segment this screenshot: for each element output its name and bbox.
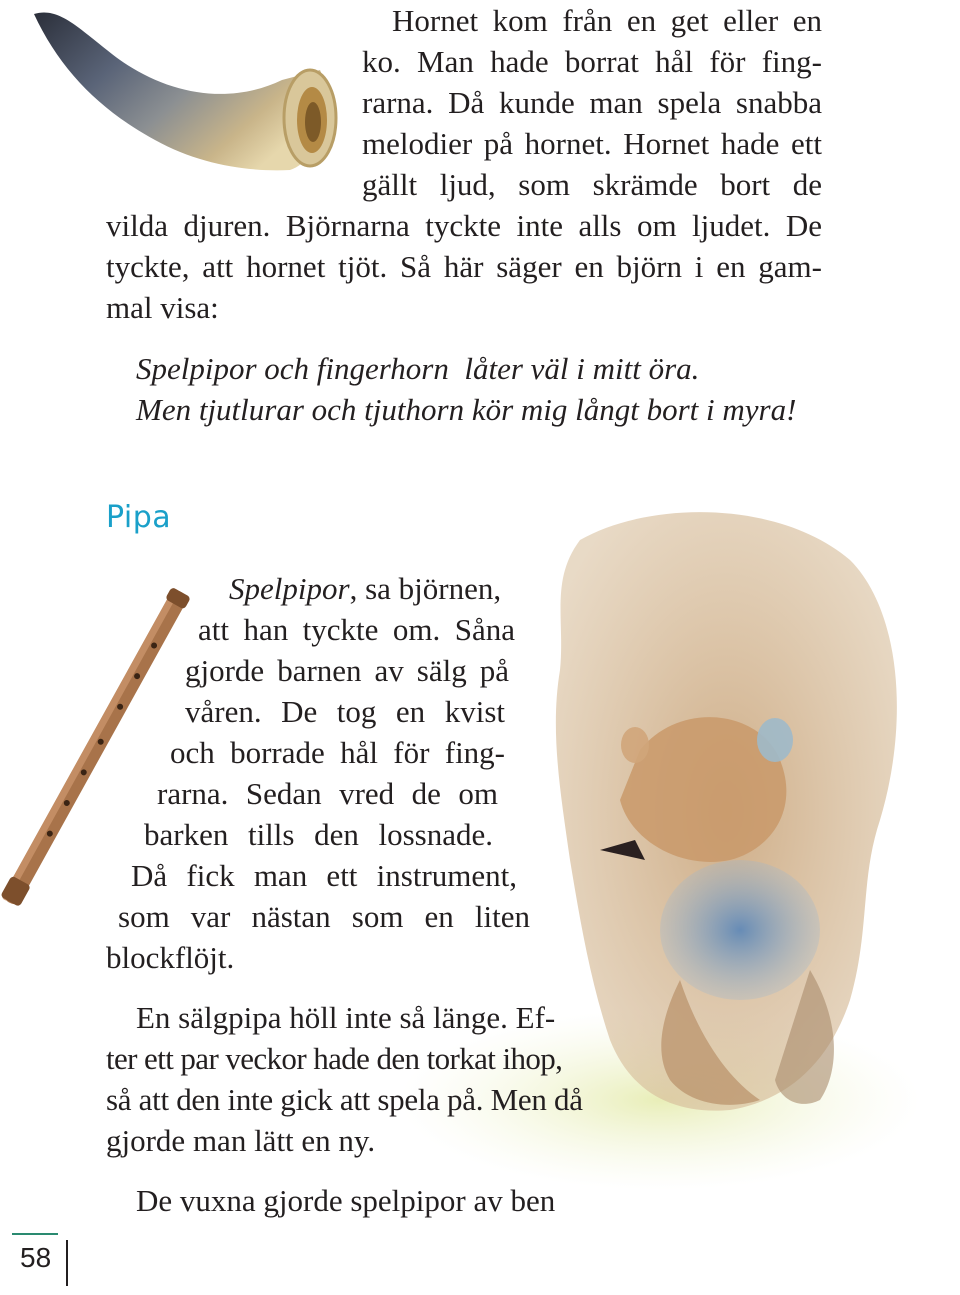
para2-line: En sälgpipa höll inte så länge. Ef- xyxy=(136,1000,556,1035)
intro-line: Hornet kom från en get eller en xyxy=(392,3,822,38)
intro-line: vilda djuren. Björnarna tyckte inte alls om ljudet. De xyxy=(106,208,822,243)
intro-line: gällt ljud, som skrämde bort de xyxy=(362,167,822,202)
intro-line: melodier på hornet. Hornet hade ett xyxy=(362,126,822,161)
verse-line: Spelpipor och fingerhorn låter väl i mitt öra. xyxy=(136,351,700,386)
para2-line: ter ett par veckor hade den torkat ihop, xyxy=(106,1041,563,1076)
pipa-line: Då fick man ett instrument, xyxy=(131,858,517,893)
pipa-line: våren. De tog en kvist xyxy=(185,694,505,729)
pipa-line: att han tyckte om. Såna xyxy=(198,612,515,647)
page-number: 58 xyxy=(20,1242,52,1273)
section-heading: Pipa xyxy=(106,500,172,535)
horn-illustration xyxy=(20,0,360,190)
pipa-line: gjorde barnen av sälg på xyxy=(185,653,509,688)
para3-line: De vuxna gjorde spelpipor av ben xyxy=(136,1183,556,1218)
page-number-rule xyxy=(12,1233,58,1235)
para2-line: så att den inte gick att spela på. Men då xyxy=(106,1082,583,1117)
page-number-divider xyxy=(66,1240,68,1286)
pipa-first-rest: , sa björnen, xyxy=(349,571,502,606)
pipa-line: som var nästan som en liten xyxy=(118,899,530,934)
pipa-line: barken tills den lossnade. xyxy=(144,817,493,852)
pipa-emphasis: Spelpipor xyxy=(229,571,350,606)
pipa-line: blockflöjt. xyxy=(106,940,235,975)
pipa-line: rarna. Sedan vred de om xyxy=(157,776,498,811)
para2-line: gjorde man lätt en ny. xyxy=(106,1123,376,1158)
pipa-line xyxy=(229,568,501,609)
intro-line: mal visa: xyxy=(106,290,219,325)
verse-line: Men tjutlurar och tjuthorn kör mig långt bort i myra! xyxy=(136,392,797,427)
intro-line: tyckte, att hornet tjöt. Så här säger en björn i en gam- xyxy=(106,249,822,284)
intro-line: ko. Man hade borrat hål för fing- xyxy=(362,44,822,79)
intro-line: rarna. Då kunde man spela snabba xyxy=(362,85,822,120)
pipa-line: och borrade hål för fing- xyxy=(170,735,505,770)
